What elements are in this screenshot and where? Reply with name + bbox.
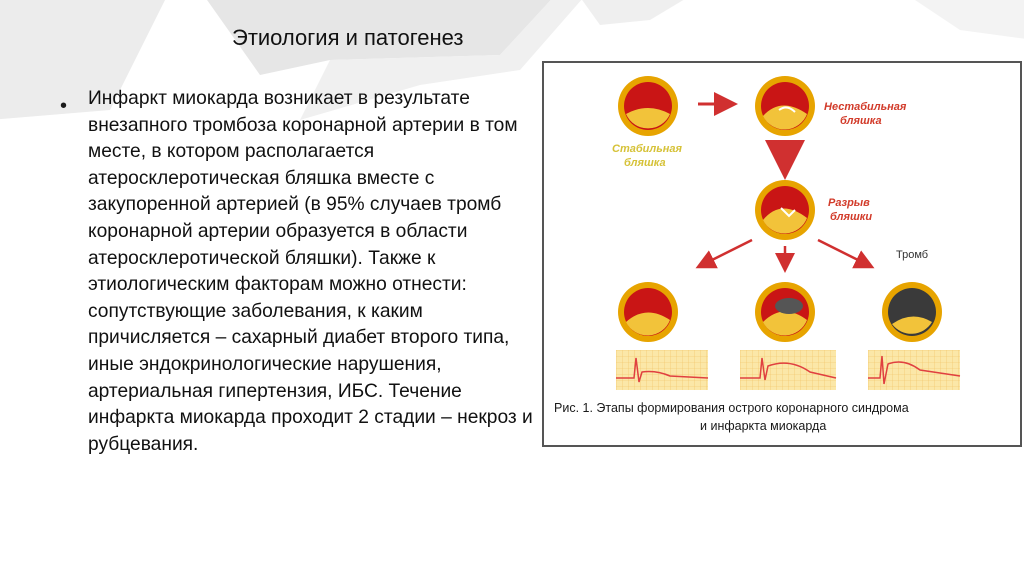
body-paragraph: Инфаркт миокарда возникает в результате внезапного тромбоза коронарной артерии в том месте, в котором располагается атеросклеротическая бляшка вместе с закупоренной артерией (в 95% случаев тромб коронарной артерии образуется в области атеросклеротической бляшки). Также к этиологическим факторам можно отнести: сопутствующие заболевания, к каким причисляется – сахарный диабет второго типа, иные эндокринологические нарушения, артериальная гипертензия, ИБС. Течение инфаркта миокарда проходит 2 стадии – некроз и рубцевания. (88, 88, 533, 455)
vessel-unstable-plaque-icon (755, 76, 815, 136)
vessel-plaque-rupture-icon (755, 180, 815, 240)
label-rupture-2: бляшки (830, 211, 873, 223)
figure-caption-line-2: и инфаркта миокарда (700, 419, 827, 433)
label-thrombus: Тромб (896, 249, 929, 261)
ecg-panel-3 (868, 350, 960, 390)
label-unstable-1: Нестабильная (824, 101, 907, 113)
vessel-stable-plaque-icon (618, 76, 678, 136)
ecg-panel-1 (616, 350, 708, 390)
acs-stages-figure (540, 60, 1024, 448)
label-stable-2: бляшка (624, 157, 666, 169)
ecg-panel-2 (740, 350, 836, 390)
slide-title: Этиология и патогенез (232, 25, 464, 50)
label-stable-1: Стабильная (612, 143, 682, 155)
vessel-outcome-1-icon (618, 282, 678, 342)
vessel-outcome-2-icon (755, 282, 815, 342)
vessel-outcome-3-icon (882, 282, 942, 342)
label-unstable-2: бляшка (840, 115, 882, 127)
bullet-marker: • (60, 95, 68, 117)
label-rupture-1: Разрыв (828, 197, 870, 209)
figure-caption-line-1: Рис. 1. Этапы формирования острого коронарного синдрома (554, 401, 909, 415)
